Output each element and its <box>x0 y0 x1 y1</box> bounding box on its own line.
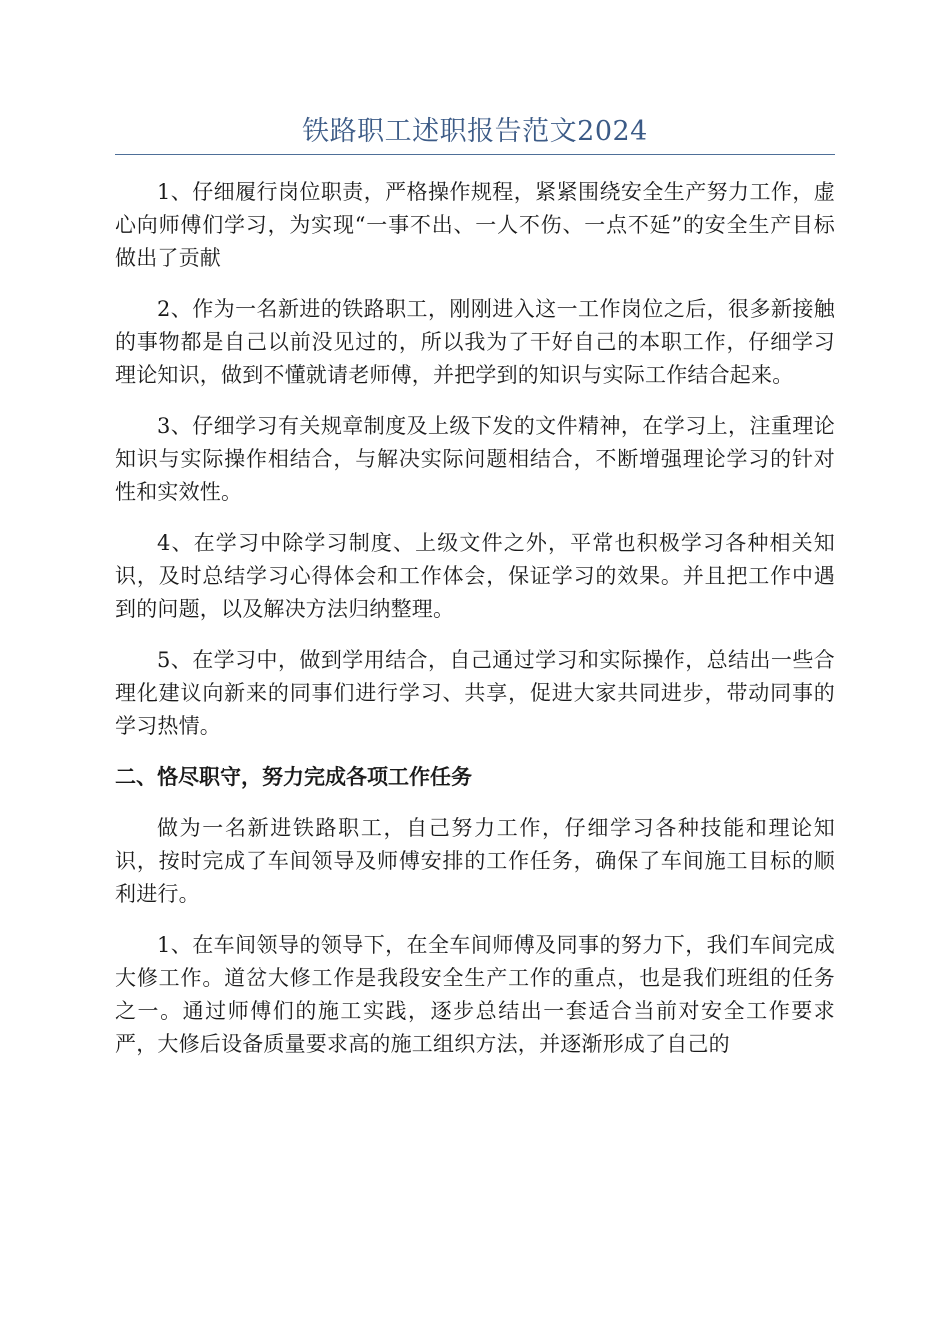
paragraph-3: 3、仔细学习有关规章制度及上级下发的文件精神，在学习上，注重理论知识与实际操作相结合，与解决实际问题相结合，不断增强理论学习的针对性和实效性。 <box>115 414 835 504</box>
paragraph-5: 5、在学习中，做到学用结合，自己通过学习和实际操作，总结出一些合理化建议向新来的同事们进行学习、共享，促进大家共同进步，带动同事的学习热情。 <box>115 648 835 738</box>
title-underline <box>115 154 835 155</box>
paragraph-4: 4、在学习中除学习制度、上级文件之外，平常也积极学习各种相关知识，及时总结学习心得体会和工作体会，保证学习的效果。并且把工作中遇到的问题，以及解决方法归纳整理。 <box>115 531 835 621</box>
document-title: 铁路职工述职报告范文2024 <box>302 116 648 147</box>
paragraph-1: 1、仔细履行岗位职责，严格操作规程，紧紧围绕安全生产努力工作，虚心向师傅们学习，为实现“一事不出、一人不伤、一点不延”的安全生产目标做出了贡献 <box>115 180 835 270</box>
paragraph-2: 2、作为一名新进的铁路职工，刚刚进入这一工作岗位之后，很多新接触的事物都是自己以前没见过的，所以我为了干好自己的本职工作，仔细学习理论知识，做到不懂就请老师傅，并把学到的知识与实际工作结合起来。 <box>115 297 835 387</box>
document-body <box>115 176 835 1079</box>
section-paragraph-1: 做为一名新进铁路职工，自己努力工作，仔细学习各种技能和理论知识，按时完成了车间领导及师傅安排的工作任务，确保了车间施工目标的顺利进行。 <box>115 816 835 906</box>
section-heading: 二、恪尽职守，努力完成各项工作任务 <box>115 765 472 789</box>
section-paragraph-2: 1、在车间领导的领导下，在全车间师傅及同事的努力下，我们车间完成大修工作。道岔大修工作是我段安全生产工作的重点，也是我们班组的任务之一。通过师傅们的施工实践，逐步总结出一套适合当前对安全工作要求严，大修后设备质量要求高的施工组织方法，并逐渐形成了自己的 <box>115 933 835 1056</box>
